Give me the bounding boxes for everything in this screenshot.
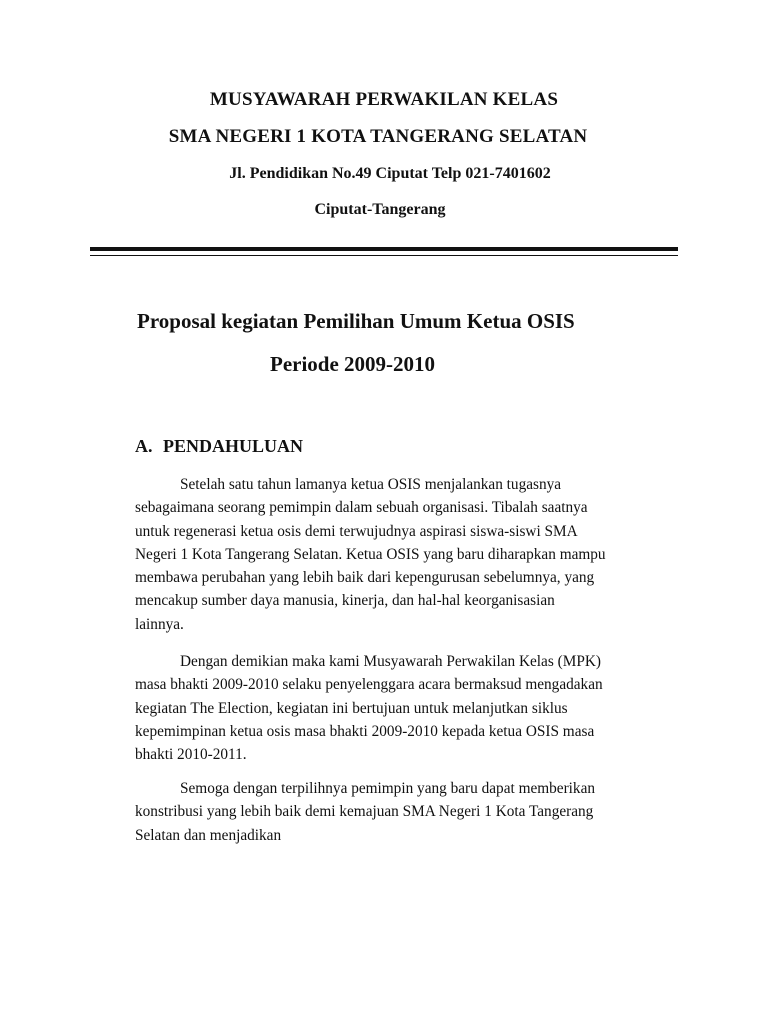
letterhead-address: Jl. Pendidikan No.49 Ciputat Telp 021-7401602: [229, 165, 551, 182]
paragraph-line: Semoga dengan terpilihnya pemimpin yang baru dapat memberikan: [180, 780, 596, 797]
proposal-period: Periode 2009-2010: [270, 352, 436, 376]
paragraph-2: [135, 650, 675, 766]
section-number: A.: [135, 436, 153, 456]
letterhead-organization: MUSYAWARAH PERWAKILAN KELAS: [209, 89, 559, 110]
paragraph-line: untuk regenerasi ketua osis demi terwujudnya aspirasi siswa-siswi SMA: [135, 522, 578, 540]
paragraph-1: [135, 473, 675, 636]
paragraph-line: kepemimpinan ketua osis masa bhakti 2009-2010 kepada ketua OSIS masa: [135, 722, 595, 740]
paragraph-line: lainnya.: [135, 615, 184, 633]
letterhead-divider-thin: [90, 255, 678, 256]
paragraph-3: [135, 777, 675, 847]
paragraph-line: Setelah satu tahun lamanya ketua OSIS menjalankan tugasnya: [180, 476, 562, 493]
paragraph-line: bhakti 2010-2011.: [135, 746, 247, 764]
letterhead-divider-thick: [90, 247, 678, 251]
letterhead-city: Ciputat-Tangerang: [314, 201, 446, 218]
paragraph-line: mencakup sumber daya manusia, kinerja, dan hal-hal keorganisasian: [135, 592, 555, 610]
paragraph-line: kegiatan The Election, kegiatan ini bertujuan untuk melanjutkan siklus: [135, 699, 568, 717]
proposal-title: Proposal kegiatan Pemilihan Umum Ketua OSIS: [137, 309, 575, 333]
paragraph-line: Selatan dan menjadikan: [135, 826, 282, 844]
paragraph-line: konstribusi yang lebih baik demi kemajuan SMA Negeri 1 Kota Tangerang: [135, 803, 594, 821]
paragraph-line: Dengan demikian maka kami Musyawarah Perwakilan Kelas (MPK): [180, 653, 601, 670]
section-heading: [135, 436, 303, 457]
paragraph-line: sebagaimana seorang pemimpin dalam sebuah organisasi. Tibalah saatnya: [135, 499, 588, 517]
paragraph-line: Negeri 1 Kota Tangerang Selatan. Ketua OSIS yang baru diharapkan mampu: [135, 545, 606, 563]
section-title: PENDAHULUAN: [163, 436, 304, 456]
paragraph-line: masa bhakti 2009-2010 selaku penyelenggara acara bermaksud mengadakan: [135, 676, 603, 694]
letterhead-school: SMA NEGERI 1 KOTA TANGERANG SELATAN: [168, 126, 588, 147]
paragraph-line: membawa perubahan yang lebih baik dari kepengurusan sebelumnya, yang: [135, 569, 595, 587]
